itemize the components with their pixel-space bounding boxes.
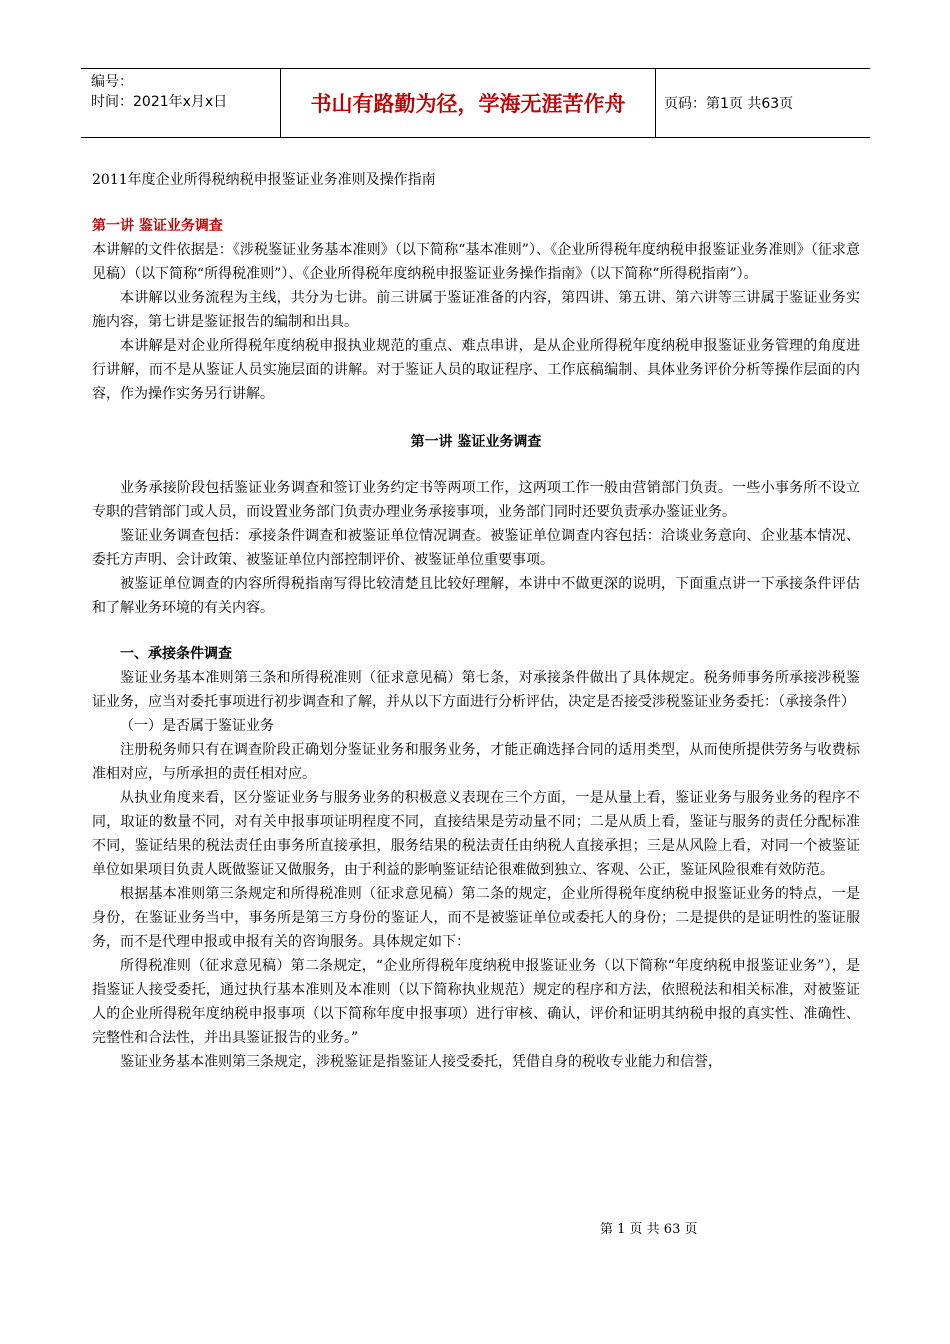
intro-paragraph: 本讲解的文件依据是：《涉税鉴证业务基本准则》（以下简称“基本准则”）、《企业所得税年度纳税申报鉴证业务准则》（征求意见稿）（以下简称“所得税准则”）、《企业所得税年度纳税申报鉴证业务操作指南》（以下简称“所得税指南”）。 [92, 242, 860, 282]
header-page-info: 页码：第1页 共63页 [664, 96, 794, 112]
lecture-heading: 第一讲 鉴证业务调查 [92, 218, 223, 234]
sub-paragraph: 所得税准则（征求意见稿）第二条规定，“企业所得税年度纳税申报鉴证业务（以下简称“年度纳税申报鉴证业务”），是指鉴证人接受委托，通过执行基本准则及本准则（以下简称执业规范）规定的程序和方法，依照税法和相关标准，对被鉴证人的企业所得税年度纳税申报事项（以下简称年度申报事项）进行审核、确认，评价和证明其纳税申报的真实性、准确性、完整性和合法性，并出具鉴证报告的业务。” [92, 958, 860, 1046]
sub-heading: （一）是否属于鉴证业务 [120, 718, 274, 734]
header-motto: 书山有路勤为径，学海无涯苦作舟 [281, 69, 656, 137]
document-time-label: 时间：2021年x月x日 [91, 94, 228, 110]
page-header [81, 68, 870, 138]
header-meta [81, 69, 281, 137]
body-paragraph: 业务承接阶段包括鉴证业务调查和签订业务约定书等两项工作，这两项工作一般由营销部门负责。一些小事务所不设立专职的营销部门或人员，而设置业务部门负责办理业务承接事项，业务部门同时还要负责承办鉴证业务。 [92, 480, 860, 520]
sub-paragraph: 注册税务师只有在调查阶段正确划分鉴证业务和服务业务，才能正确选择合同的适用类型，从而使所提供劳务与收费标准相对应，与所承担的责任相对应。 [92, 742, 860, 782]
document-title: 2011年度企业所得税纳税申报鉴证业务准则及操作指南 [92, 172, 436, 188]
section-paragraph: 鉴证业务基本准则第三条和所得税准则（征求意见稿）第七条，对承接条件做出了具体规定。税务师事务所承接涉税鉴证业务，应当对委托事项进行初步调查和了解，并从以下方面进行分析评估，决定是否接受涉税鉴证业务委托：（承接条件） [92, 670, 860, 710]
sub-paragraph: 鉴证业务基本准则第三条规定，涉税鉴证是指鉴证人接受委托，凭借自身的税收专业能力和信誉， [120, 1054, 722, 1070]
section-heading: 一、承接条件调查 [120, 646, 232, 662]
sub-paragraph: 根据基本准则第三条规定和所得税准则（征求意见稿）第二条的规定，企业所得税年度纳税申报鉴证业务的特点，一是身份，在鉴证业务当中，事务所是第三方身份的鉴证人，而不是被鉴证单位或委托人的身份；二是提供的是证明性的鉴证服务，而不是代理申报或申报有关的咨询服务。具体规定如下： [92, 886, 860, 950]
body-paragraph: 被鉴证单位调查的内容所得税指南写得比较清楚且比较好理解，本讲中不做更深的说明，下面重点讲一下承接条件评估和了解业务环境的有关内容。 [92, 576, 860, 616]
intro-paragraph: 本讲解以业务流程为主线，共分为七讲。前三讲属于鉴证准备的内容，第四讲、第五讲、第六讲等三讲属于鉴证业务实施内容，第七讲是鉴证报告的编制和出具。 [92, 290, 860, 330]
document-body [92, 168, 860, 1074]
page-footer: 第 1 页 共 63 页 [600, 1222, 698, 1237]
body-paragraph: 鉴证业务调查包括：承接条件调查和被鉴证单位情况调查。被鉴证单位调查内容包括：洽谈业务意向、企业基本情况、委托方声明、会计政策、被鉴证单位内部控制评价、被鉴证单位重要事项。 [92, 528, 860, 568]
intro-paragraph: 本讲解是对企业所得税年度纳税申报执业规范的重点、难点串讲，是从企业所得税年度纳税申报鉴证业务管理的角度进行讲解，而不是从鉴证人员实施层面的讲解。对于鉴证人员的取证程序、工作底稿编制、具体业务评价分析等操作层面的内容，作为操作实务另行讲解。 [92, 338, 860, 402]
document-number-label: 编号： [91, 74, 133, 90]
section-center-title: 第一讲 鉴证业务调查 [410, 434, 542, 450]
sub-paragraph: 从执业角度来看，区分鉴证业务与服务业务的积极意义表现在三个方面，一是从量上看，鉴证业务与服务业务的程序不同，取证的数量不同，对有关申报事项证明程度不同，直接结果是劳动量不同；二是从质上看，鉴证与服务的责任分配标准不同，鉴证结果的税法责任由事务所直接承担，服务结果的税法责任由纳税人直接承担；三是从风险上看，对同一个被鉴证单位如果项目负责人既做鉴证又做服务，由于利益的影响鉴证结论很难做到独立、客观、公正，鉴证风险很难有效防范。 [92, 790, 860, 878]
